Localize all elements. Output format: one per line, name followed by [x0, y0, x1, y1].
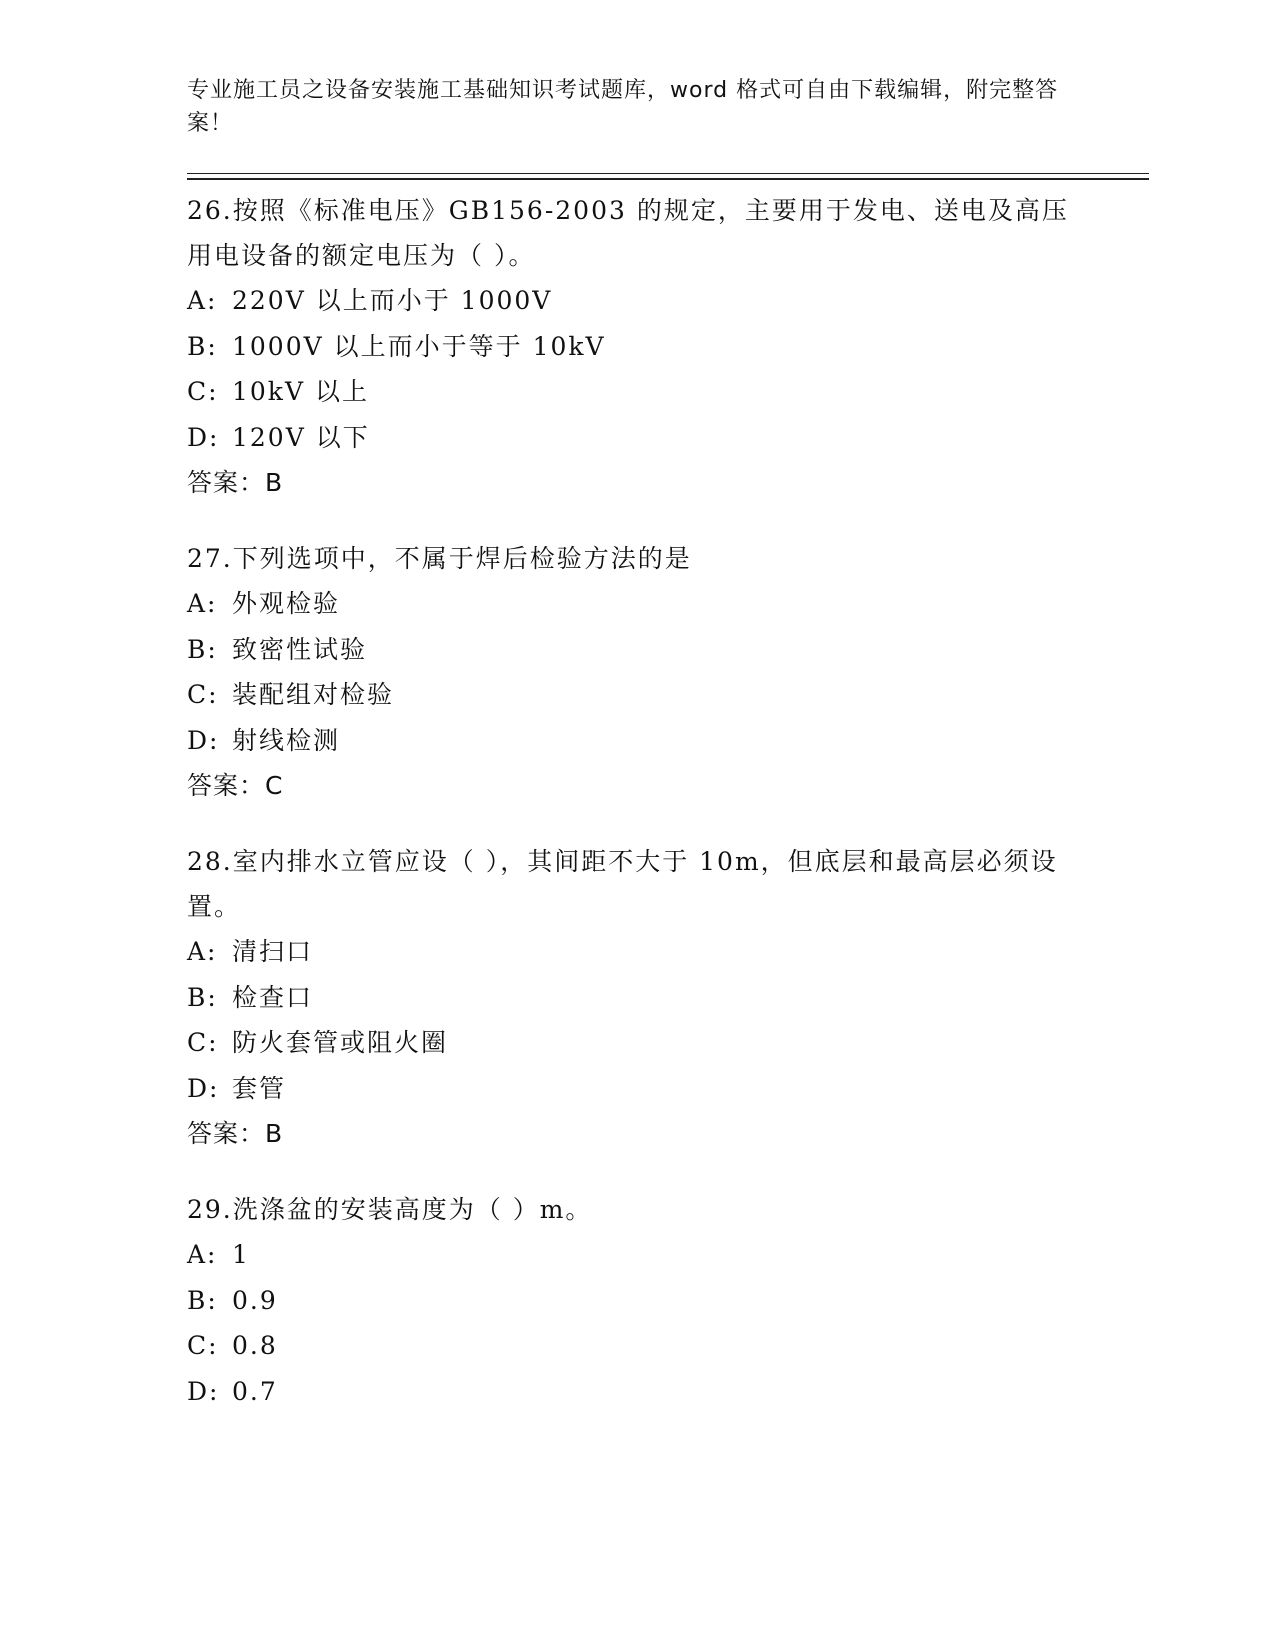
option-label: A:	[187, 1240, 218, 1269]
option-text: 致密性试验	[232, 634, 368, 664]
option-label: C:	[187, 1331, 219, 1360]
question-28	[187, 839, 1087, 1156]
option-a	[187, 581, 1087, 627]
option-c	[187, 369, 1087, 415]
option-label: D:	[187, 725, 220, 755]
option-label: C:	[187, 377, 219, 406]
question-27	[187, 536, 1087, 808]
option-label: B:	[187, 982, 218, 1012]
question-26	[187, 188, 1087, 505]
option-d	[187, 1369, 1087, 1415]
option-label: A:	[187, 589, 218, 618]
option-text: 装配组对检验	[232, 680, 395, 709]
header-divider-thin	[187, 173, 1149, 174]
option-text: 1	[232, 1240, 250, 1269]
document-header: 专业施工员之设备安装施工基础知识考试题库，word 格式可自由下载编辑，附完整答案！	[187, 78, 1059, 136]
option-b	[187, 324, 1087, 370]
option-label: B:	[187, 634, 218, 664]
option-text: 检查口	[232, 982, 314, 1012]
answer-line: 答案：C	[187, 771, 284, 800]
option-label: A:	[187, 937, 218, 966]
option-a	[187, 929, 1087, 975]
question-list	[187, 188, 1087, 1445]
answer-line: 答案：B	[187, 468, 284, 497]
header-divider-thick	[187, 178, 1149, 180]
option-label: D:	[187, 1073, 220, 1103]
option-text: 10kV 以上	[232, 377, 369, 406]
answer-line: 答案：B	[187, 1119, 284, 1148]
option-d	[187, 718, 1087, 764]
option-b	[187, 975, 1087, 1021]
option-label: B:	[187, 1285, 218, 1315]
option-text: 0.8	[232, 1331, 278, 1360]
option-text: 外观检验	[232, 589, 341, 618]
option-label: C:	[187, 680, 219, 709]
option-d	[187, 415, 1087, 461]
option-label: A:	[187, 286, 218, 315]
option-c	[187, 1323, 1087, 1369]
option-text: 0.7	[232, 1376, 278, 1406]
option-a	[187, 1232, 1087, 1278]
option-text: 120V 以下	[232, 422, 370, 452]
option-label: D:	[187, 422, 220, 452]
option-a	[187, 278, 1087, 324]
option-c	[187, 1020, 1087, 1066]
option-label: B:	[187, 331, 218, 361]
question-text: 28.室内排水立管应设（ ），其间距不大于 10m，但底层和最高层必须设置。	[187, 847, 1058, 921]
question-29	[187, 1187, 1087, 1414]
option-text: 套管	[232, 1073, 287, 1103]
option-label: D:	[187, 1376, 220, 1406]
option-text: 0.9	[232, 1285, 278, 1315]
option-text: 清扫口	[232, 937, 314, 966]
question-text: 26.按照《标准电压》GB156-2003 的规定，主要用于发电、送电及高压用电设备的额定电压为（ ）。	[187, 196, 1069, 270]
option-text: 1000V 以上而小于等于 10kV	[232, 331, 606, 361]
question-text: 27.下列选项中，不属于焊后检验方法的是	[187, 544, 692, 573]
option-c	[187, 672, 1087, 718]
option-d	[187, 1066, 1087, 1112]
option-label: C:	[187, 1028, 219, 1057]
option-b	[187, 1278, 1087, 1324]
option-text: 220V 以上而小于 1000V	[232, 286, 553, 315]
option-b	[187, 627, 1087, 673]
option-text: 防火套管或阻火圈	[232, 1028, 449, 1057]
question-text: 29.洗涤盆的安装高度为（ ）m。	[187, 1195, 593, 1224]
option-text: 射线检测	[232, 725, 341, 755]
